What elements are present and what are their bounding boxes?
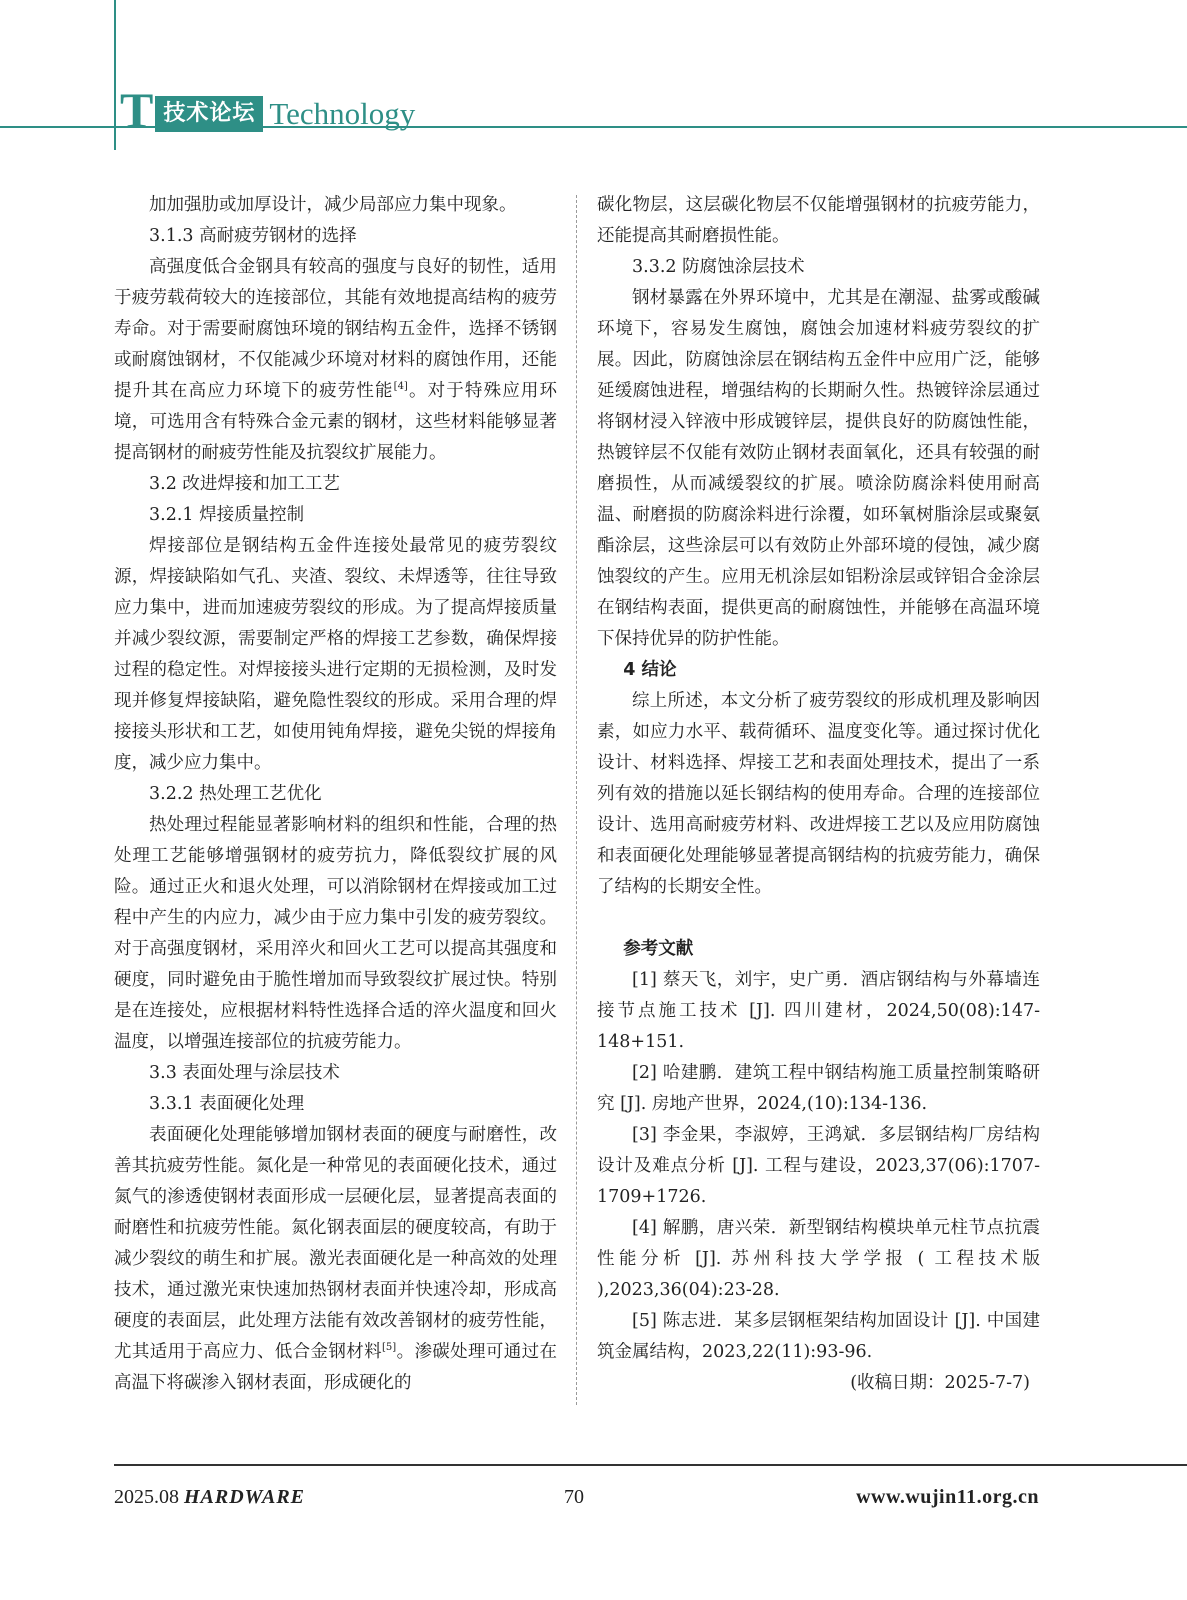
section-heading: 3.2 改进焊接和加工工艺 [149,474,340,494]
reference-item: [1] 蔡天飞，刘宇，史广勇．酒店钢结构与外幕墙连接节点施工技术 [J]. 四川建材，2024,50(08):147-148+151. [597,970,1040,1052]
reference-item: [3] 李金果，李淑婷，王鸿斌．多层钢结构厂房结构设计及难点分析 [J]. 工程与建设，2023,37(06):1707-1709+1726. [597,1125,1040,1207]
section-heading: 3.3 表面处理与涂层技术 [149,1063,340,1083]
paragraph: 碳化物层，这层碳化物层不仅能增强钢材的抗疲劳能力，还能提高其耐磨损性能。 [597,195,1040,246]
section-heading: 4 结论 [623,660,677,680]
reference-item: [4] 解鹏，唐兴荣．新型钢结构模块单元柱节点抗震性能分析 [J]. 苏州科技大学学报 ( 工程技术版 ),2023,36(04):23-28. [597,1218,1040,1300]
paragraph: 钢材暴露在外界环境中，尤其是在潮湿、盐雾或酸碱环境下，容易发生腐蚀，腐蚀会加速材料疲劳裂纹的扩展。因此，防腐蚀涂层在钢结构五金件中应用广泛，能够延缓腐蚀进程，增强结构的长期耐久性。热镀锌涂层通过将钢材浸入锌液中形成镀锌层，提供良好的防腐蚀性能，热镀锌层不仅能有效防止钢材表面氧化，还具有较强的耐磨损性，从而减缓裂纹的扩展。喷涂防腐涂料使用耐高温、耐磨损的防腐涂料进行涂覆，如环氧树脂涂层或聚氨酯涂层，这些涂层可以有效防止外部环境的侵蚀，减少腐蚀裂纹的产生。应用无机涂层如铝粉涂层或锌铝合金涂层在钢结构表面，提供更高的耐腐蚀性，并能够在高温环境下保持优异的防护性能。 [597,288,1040,649]
section-heading: 3.3.1 表面硬化处理 [149,1094,305,1114]
paragraph: 焊接部位是钢结构五金件连接处最常见的疲劳裂纹源，焊接缺陷如气孔、夹渣、裂纹、未焊透等，往往导致应力集中，进而加速疲劳裂纹的形成。为了提高焊接质量并减少裂纹源，需要制定严格的焊接工艺参数，确保焊接过程的稳定性。对焊接接头进行定期的无损检测，及时发现并修复焊接缺陷，避免隐性裂纹的形成。采用合理的焊接接头形状和工艺，如使用钝角焊接，避免尖锐的焊接角度，减少应力集中。 [114,536,557,773]
paragraph: 热处理过程能显著影响材料的组织和性能，合理的热处理工艺能够增强钢材的疲劳抗力，降低裂纹扩展的风险。通过正火和退火处理，可以消除钢材在焊接或加工过程中产生的内应力，减少由于应力集中引发的疲劳裂纹。对于高强度钢材，采用淬火和回火工艺可以提高其强度和硬度，同时避免由于脆性增加而导致裂纹扩展过快。特别是在连接处，应根据材料特性选择合适的淬火温度和回火温度，以增强连接部位的抗疲劳能力。 [114,815,557,1052]
right-column [597,190,1040,1399]
footer-issue-date: 2025.08 [114,1486,179,1508]
reference-item: [5] 陈志进．某多层钢框架结构加固设计 [J]. 中国建筑金属结构，2023,22(11):93-96. [597,1311,1040,1362]
footer-website[interactable]: www.wujin11.org.cn [856,1486,1039,1508]
column-divider [576,195,577,1405]
section-heading: 3.2.2 热处理工艺优化 [149,784,322,804]
section-header [120,82,416,138]
paragraph: 高强度低合金钢具有较高的强度与良好的韧性，适用于疲劳载荷较大的连接部位，其能有效地提高结构的疲劳寿命。对于需要耐腐蚀环境的钢结构五金件，选择不锈钢或耐腐蚀钢材，不仅能减少环境对材料的腐蚀作用，还能提升其在高应力环境下的疲劳性能[4]。对于特殊应用环境，可选用含有特殊合金元素的钢材，这些材料能够显著提高钢材的耐疲劳性能及抗裂纹扩展能力。 [114,257,558,463]
left-column [114,190,557,1399]
spacer [597,903,1040,934]
header-section-cn: 技术论坛 [155,96,263,132]
header-section-en: Technology [269,96,416,131]
section-heading: 参考文献 [623,939,694,959]
section-heading: 3.3.2 防腐蚀涂层技术 [632,257,805,277]
received-date: (收稿日期：2025-7-7) [850,1373,1030,1393]
page-number: 70 [564,1486,584,1508]
header-logo-letter: T [120,82,154,138]
citation-marker: [4] [393,381,408,393]
footer-rule [114,1464,1187,1466]
citation-marker: [5] [382,1342,397,1354]
section-heading: 3.2.1 焊接质量控制 [149,505,305,525]
reference-item: [2] 哈建鹏．建筑工程中钢结构施工质量控制策略研究 [J]. 房地产世界，2024,(10):134-136. [597,1063,1040,1114]
paragraph: 表面硬化处理能够增加钢材表面的硬度与耐磨性，改善其抗疲劳性能。氮化是一种常见的表面硬化技术，通过氮气的渗透使钢材表面形成一层硬化层，显著提高表面的耐磨性和抗疲劳性能。氮化钢表面层的硬度较高，有助于减少裂纹的萌生和扩展。激光表面硬化是一种高效的处理技术，通过激光束快速加热钢材表面并快速冷却，形成高硬度的表面层，此处理方法能有效改善钢材的疲劳性能，尤其适用于高应力、低合金钢材料[5]。渗碳处理可通过在高温下将碳渗入钢材表面，形成硬化的 [114,1125,558,1393]
paragraph: 加加强肋或加厚设计，减少局部应力集中现象。 [149,195,517,215]
footer-issue [114,1486,305,1509]
paragraph: 综上所述，本文分析了疲劳裂纹的形成机理及影响因素，如应力水平、载荷循环、温度变化等。通过探讨优化设计、材料选择、焊接工艺和表面处理技术，提出了一系列有效的措施以延长钢结构的使用寿命。合理的连接部位设计、选用高耐疲劳材料、改进焊接工艺以及应用防腐蚀和表面硬化处理能够显著提高钢结构的抗疲劳能力，确保了结构的长期安全性。 [597,691,1040,897]
section-heading: 3.1.3 高耐疲劳钢材的选择 [149,226,357,246]
footer-magazine-name: HARDWARE [184,1486,305,1508]
